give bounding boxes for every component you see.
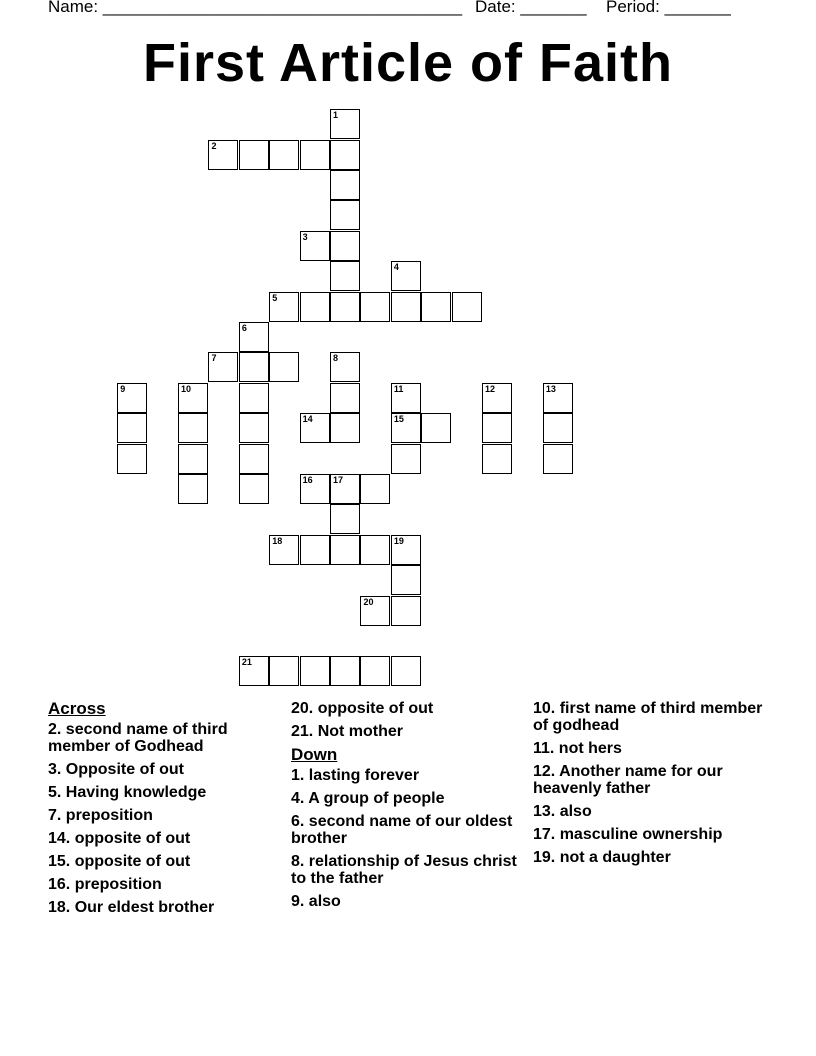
clue-number: 10: [181, 383, 192, 394]
clue-item: [291, 767, 521, 784]
clue-item-text: second name of our oldest brother: [291, 813, 513, 847]
grid-cell[interactable]: [543, 383, 573, 413]
grid-cell[interactable]: [330, 292, 360, 322]
clue-item-number: 12.: [533, 763, 556, 780]
clue-number: 11: [393, 383, 404, 394]
grid-cell[interactable]: [239, 474, 269, 504]
grid-cell[interactable]: [300, 474, 330, 504]
clue-item-text: preposition: [61, 807, 153, 824]
page-title: First Article of Faith: [142, 33, 674, 93]
grid-cell[interactable]: [391, 261, 421, 291]
clue-item-text: first name of third member of godhead: [533, 700, 763, 734]
grid-cell[interactable]: [482, 383, 512, 413]
grid-cell[interactable]: [360, 474, 390, 504]
clue-item: [533, 826, 768, 843]
grid-cell[interactable]: [178, 383, 208, 413]
grid-cell[interactable]: [391, 292, 421, 322]
grid-cell[interactable]: [269, 352, 299, 382]
down-clue-list: [291, 767, 521, 910]
grid-cell[interactable]: [391, 565, 421, 595]
clue-number: 16: [302, 475, 313, 486]
grid-cell[interactable]: [330, 535, 360, 565]
clues-column-3: [533, 700, 768, 872]
clues-column-1: [48, 700, 278, 922]
clue-item: [48, 853, 278, 870]
clue-number: 12: [485, 383, 496, 394]
grid-cell[interactable]: [482, 444, 512, 474]
clue-number: 9: [120, 383, 126, 394]
grid-cell[interactable]: [391, 444, 421, 474]
clue-item-text: also: [304, 893, 341, 910]
clue-item: [48, 807, 278, 824]
clue-item: [291, 853, 521, 887]
clue-item-text: second name of third member of Godhead: [48, 721, 228, 755]
clue-item: [291, 813, 521, 847]
grid-cell[interactable]: [208, 140, 238, 170]
down-clue-list-continued: [533, 700, 768, 866]
grid-cell[interactable]: [208, 352, 238, 382]
grid-cell[interactable]: [269, 292, 299, 322]
clue-item: [48, 876, 278, 893]
clue-item: [48, 830, 278, 847]
clue-item-number: 15.: [48, 853, 71, 870]
grid-cell[interactable]: [330, 474, 360, 504]
clue-item-number: 10.: [533, 700, 556, 717]
clue-number: 5: [272, 292, 278, 303]
clue-item-text: Having knowledge: [61, 784, 207, 801]
clue-item-number: 2.: [48, 721, 62, 738]
clue-number: 18: [272, 535, 283, 546]
grid-cell[interactable]: [300, 656, 330, 686]
clue-item: [291, 790, 521, 807]
grid-cell[interactable]: [300, 140, 330, 170]
clue-item-number: 9.: [291, 893, 305, 910]
grid-cell[interactable]: [391, 596, 421, 626]
grid-cell[interactable]: [330, 352, 360, 382]
grid-cell[interactable]: [300, 535, 330, 565]
clue-item-text: masculine ownership: [555, 826, 723, 843]
clue-item-text: opposite of out: [70, 853, 191, 870]
clue-number: 20: [363, 596, 374, 607]
clue-item-text: Our eldest brother: [70, 899, 215, 916]
grid-cell[interactable]: [452, 292, 482, 322]
clue-item-number: 7.: [48, 807, 62, 824]
clue-item-number: 17.: [533, 826, 556, 843]
clue-number: 13: [545, 383, 556, 394]
clue-number: 8: [333, 353, 339, 364]
grid-cell[interactable]: [360, 292, 390, 322]
clue-item-number: 16.: [48, 876, 71, 893]
clue-item: [48, 761, 278, 778]
grid-cell[interactable]: [300, 292, 330, 322]
grid-cell[interactable]: [360, 535, 390, 565]
grid-cell[interactable]: [269, 140, 299, 170]
clue-number: 4: [393, 262, 399, 273]
clue-item-text: preposition: [70, 876, 162, 893]
clue-number: 2: [211, 140, 217, 151]
grid-cell[interactable]: [543, 444, 573, 474]
clue-item: [533, 849, 768, 866]
date-field-label[interactable]: Date: _______: [475, 0, 587, 16]
clue-item-text: A group of people: [304, 790, 445, 807]
grid-cell[interactable]: [391, 413, 421, 443]
clue-number: 6: [241, 323, 247, 334]
grid-cell[interactable]: [421, 413, 451, 443]
grid-cell[interactable]: [239, 140, 269, 170]
clue-item-number: 13.: [533, 803, 556, 820]
clue-item-number: 11.: [533, 740, 555, 757]
grid-cell[interactable]: [391, 535, 421, 565]
grid-cell[interactable]: [360, 596, 390, 626]
clue-item-text: not hers: [554, 740, 622, 757]
clue-item: [48, 899, 278, 916]
clue-item: [533, 803, 768, 820]
clue-item-text: lasting forever: [304, 767, 420, 784]
across-clue-list-continued: [291, 700, 521, 740]
across-heading: Across: [48, 699, 106, 718]
clue-item: [291, 700, 521, 717]
clue-item: [291, 723, 521, 740]
clue-item-number: 4.: [291, 790, 305, 807]
grid-cell[interactable]: [239, 352, 269, 382]
grid-cell[interactable]: [330, 383, 360, 413]
clue-item-number: 3.: [48, 761, 62, 778]
grid-cell[interactable]: [330, 413, 360, 443]
grid-cell[interactable]: [543, 413, 573, 443]
grid-cell[interactable]: [330, 170, 360, 200]
grid-cell[interactable]: [391, 656, 421, 686]
clue-item-number: 5.: [48, 784, 62, 801]
period-field-label[interactable]: Period: _______: [606, 0, 731, 16]
grid-cell[interactable]: [269, 535, 299, 565]
clue-item-text: not a daughter: [555, 849, 671, 866]
clue-item: [533, 740, 768, 757]
grid-cell[interactable]: [330, 261, 360, 291]
grid-cell[interactable]: [178, 474, 208, 504]
clue-item-text: opposite of out: [313, 700, 434, 717]
grid-cell[interactable]: [330, 200, 360, 230]
name-field-label[interactable]: Name: ______________________________________: [48, 0, 463, 16]
grid-cell[interactable]: [178, 413, 208, 443]
clue-number: 15: [393, 414, 404, 425]
clue-number: 21: [241, 657, 252, 668]
clue-item: [48, 784, 278, 801]
clue-item-number: 20.: [291, 700, 314, 717]
clue-item-text: Opposite of out: [61, 761, 184, 778]
clue-number: 17: [333, 475, 344, 486]
grid-cell[interactable]: [421, 292, 451, 322]
clue-item-number: 6.: [291, 813, 305, 830]
clue-item-number: 8.: [291, 853, 305, 870]
grid-cell[interactable]: [239, 656, 269, 686]
clue-number: 7: [211, 353, 217, 364]
grid-cell[interactable]: [300, 231, 330, 261]
clue-item-number: 14.: [48, 830, 71, 847]
clue-item-number: 19.: [533, 849, 556, 866]
grid-cell[interactable]: [269, 656, 299, 686]
grid-cell[interactable]: [330, 140, 360, 170]
clues-column-2: [291, 700, 521, 916]
grid-cell[interactable]: [239, 383, 269, 413]
clue-number: 1: [333, 110, 339, 121]
clue-item-number: 18.: [48, 899, 71, 916]
grid-cell[interactable]: [391, 383, 421, 413]
grid-cell[interactable]: [178, 444, 208, 474]
clue-number: 3: [302, 231, 308, 242]
grid-cell[interactable]: [117, 413, 147, 443]
grid-cell[interactable]: [330, 504, 360, 534]
down-heading: Down: [291, 745, 338, 764]
across-clue-list: [48, 721, 278, 916]
clue-item-text: relationship of Jesus christ to the father: [291, 853, 517, 887]
grid-cell[interactable]: [330, 231, 360, 261]
clue-item: [291, 893, 521, 910]
grid-cell[interactable]: [300, 413, 330, 443]
clue-item: [48, 721, 278, 755]
clue-item-number: 1.: [291, 767, 305, 784]
grid-cell[interactable]: [239, 413, 269, 443]
clue-item: [533, 700, 768, 734]
grid-cell[interactable]: [117, 444, 147, 474]
clue-item-text: Not mother: [313, 723, 404, 740]
clue-item: [533, 763, 768, 797]
clue-item-text: also: [555, 803, 592, 820]
grid-cell[interactable]: [239, 322, 269, 352]
clue-number: 14: [302, 414, 313, 425]
grid-cell[interactable]: [330, 109, 360, 139]
clue-item-text: Another name for our heavenly father: [533, 763, 723, 797]
grid-cell[interactable]: [360, 656, 390, 686]
clue-item-text: opposite of out: [70, 830, 191, 847]
grid-cell[interactable]: [239, 444, 269, 474]
grid-cell[interactable]: [482, 413, 512, 443]
clue-item-number: 21.: [291, 723, 314, 740]
grid-cell[interactable]: [117, 383, 147, 413]
clue-number: 19: [393, 535, 404, 546]
grid-cell[interactable]: [330, 656, 360, 686]
